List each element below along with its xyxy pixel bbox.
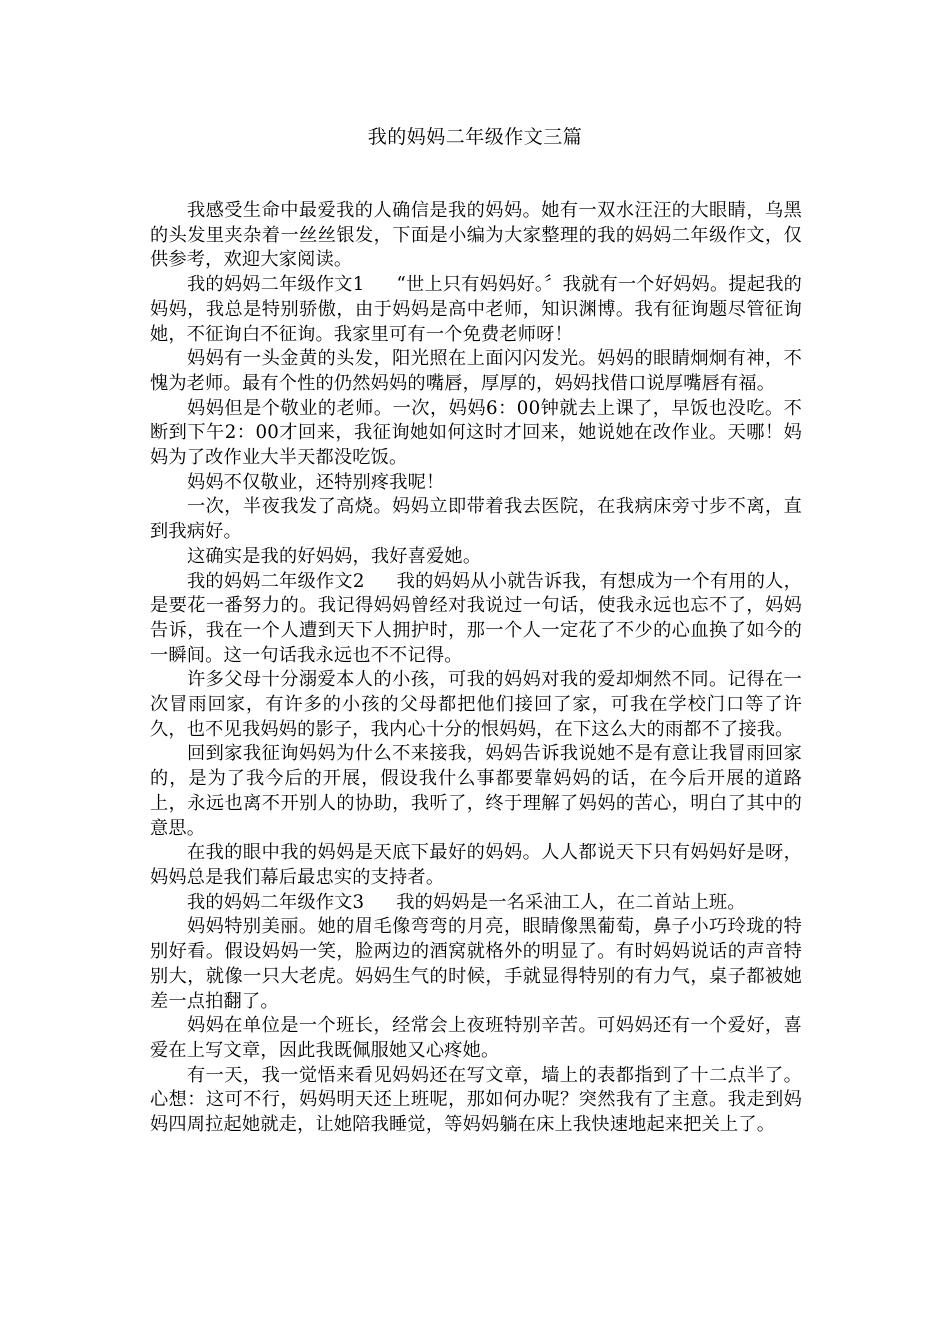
paragraph [150,397,802,471]
paragraph [150,471,802,496]
paragraph-text: 妈妈特别美丽。她的眉毛像弯弯的月亮，眼睛像黑葡萄，鼻子小巧玲珑的特别好看。假设妈妈一笑，脸两边的酒窝就格外的明显了。有时妈妈说话的声音特别大，就像一只大老虎。妈妈生气的时候，手就显得特别的有力气，桌子都被她差一点拍翻了。 [150,916,802,1012]
paragraph [150,1014,802,1063]
paragraph-essay-1-start [150,273,802,347]
paragraph [150,742,802,841]
paragraph [150,1064,802,1138]
paragraph [150,545,802,570]
paragraph-text: 我的妈妈从小就告诉我，有想成为一个有用的人，是要花一番努力的。我记得妈妈曾经对我说过一句话，使我永远也忘不了，妈妈告诉，我在一个人遭到天下人拥护时，那一个人一定花了不少的心血换了如今的一瞬间。这一句话我永远也不不记得。 [150,570,802,666]
paragraph [150,347,802,396]
paragraph-text: 妈妈但是个敬业的老师。一次，妈妈6：00钟就去上课了，早饭也没吃。不断到下午2：00才回来，我征询她如何这时才回来，她说她在改作业。天哪！妈妈为了改作业大半天都没吃饭。 [150,397,802,469]
paragraph [150,495,802,544]
document-title: 我的妈妈二年级作文三篇 [367,126,583,148]
paragraph-essay-3-start [150,891,802,916]
essay-heading-2: 我的妈妈二年级作文2 [187,570,365,592]
paragraph-text: 这确实是我的好妈妈，我好喜爱她。 [187,545,482,567]
paragraph-text: 我感受生命中最爱我的人确信是我的妈妈。她有一双水汪汪的大眼睛，乌黑的头发里夹杂着一丝丝银发，下面是小编为大家整理的我的妈妈二年级作文，仅供参考，欢迎大家阅读。 [150,200,802,271]
paragraph-intro [150,199,802,273]
paragraph-text: 妈妈不仅敬业，还特别疼我呢！ [187,471,445,493]
paragraph-text: 许多父母十分溺爱本人的小孩，可我的妈妈对我的爱却炯然不同。记得在一次冒雨回家，有许多的小孩的父母都把他们接回了家，可我在学校门口等了许久，也不见我妈妈的影子，我内心十分的恨妈妈，在下这么大的雨都不了接我。 [150,669,802,740]
paragraph [150,841,802,890]
essay-heading-3: 我的妈妈二年级作文3 [187,891,365,913]
essay-heading-1: 我的妈妈二年级作文1 [187,274,365,296]
paragraph-text: 在我的眼中我的妈妈是天底下最好的妈妈。人人都说天下只有妈妈好是呀，妈妈总是我们幕后最忠实的支持者。 [150,842,802,888]
document-body [150,199,802,1138]
paragraph-text: 一次，半夜我发了高烧。妈妈立即带着我去医院，在我病床旁寸步不离，直到我病好。 [150,496,802,543]
paragraph [150,668,802,742]
paragraph [150,915,802,1014]
paragraph-text: “世上只有妈妈好。〞我就有一个好妈妈。提起我的妈妈，我总是特别骄傲，由于妈妈是高中老师，知识渊博。我有征询题尽管征询她，不征询白不征询。我家里可有一个免费老师呀！ [150,274,802,345]
paragraph-text: 我的妈妈是一名采油工人，在二首站上班。 [396,891,746,913]
paragraph-text: 有一天，我一觉悟来看见妈妈还在写文章，墙上的表都指到了十二点半了。心想：这可不行，妈妈明天还上班呢，那如何办呢？突然我有了主意。我走到妈妈四周拉起她就走，让她陪我睡觉，等妈妈躺在床上我快速地起来把关上了。 [150,1064,802,1136]
paragraph-text: 回到家我征询妈妈为什么不来接我，妈妈告诉我说她不是有意让我冒雨回家的，是为了我今后的开展，假设我什么事都要靠妈妈的话，在今后开展的道路上，永远也离不开别人的协助，我听了，终于理解了妈妈的苦心，明白了其中的意思。 [150,743,802,839]
paragraph-text: 妈妈在单位是一个班长，经常会上夜班特别辛苦。可妈妈还有一个爱好，喜爱在上写文章，因此我既佩服她又心疼她。 [150,1015,802,1061]
paragraph-text: 妈妈有一头金黄的头发，阳光照在上面闪闪发光。妈妈的眼睛炯炯有神，不愧为老师。最有个性的仍然妈妈的嘴唇，厚厚的，妈妈找借口说厚嘴唇有福。 [150,348,802,394]
paragraph-essay-2-start [150,570,802,669]
